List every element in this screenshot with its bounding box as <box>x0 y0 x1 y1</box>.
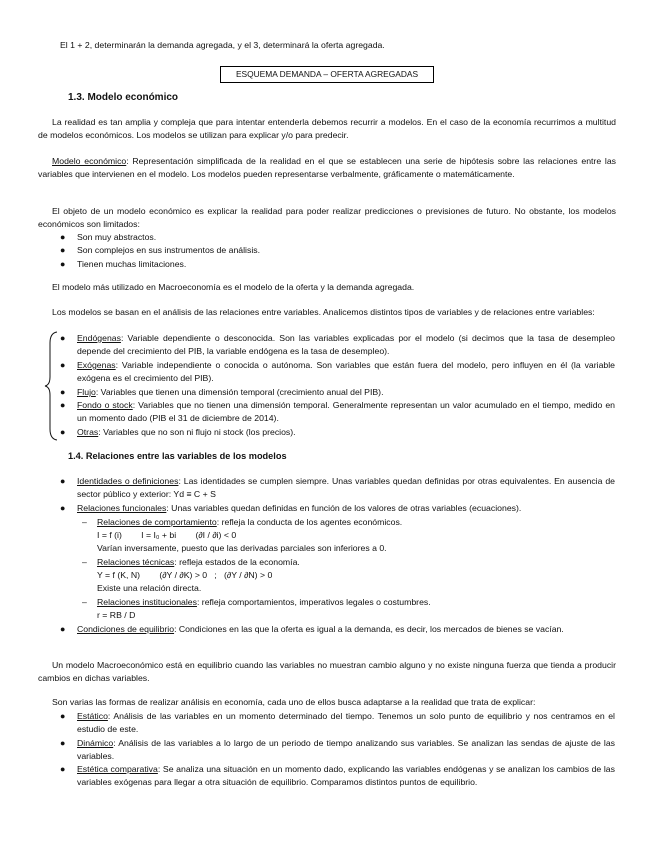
paragraph-objeto: El objeto de un modelo económico es explicar la realidad para poder realizar predicciones o previsiones de futuro. No obstante, los modelos económicos son limitados: <box>38 206 616 229</box>
term-otras: Otras <box>77 427 99 437</box>
bullet-icon: ● <box>60 711 66 721</box>
term-equilibrio: Condiciones de equilibrio <box>77 624 175 634</box>
section-heading-1-4: 1.4. Relaciones entre las variables de los modelos <box>68 451 287 461</box>
note-tecnicas: Existe una relación directa. <box>97 583 202 593</box>
bullet-icon: ● <box>60 738 66 748</box>
list-item-text: Son muy abstractos. <box>77 232 157 242</box>
box-title: ESQUEMA DEMANDA – OFERTA AGREGADAS <box>220 66 434 83</box>
modelo-economico-definition: : Representación simplificada de la realidad en el que se establecen una serie de hipótesis sobre las relaciones entre las variables que intervienen en el modelo. Los modelos pueden representarse verbalmente, gráficamente o matemáticamente. <box>38 156 617 179</box>
list-item-estetica-comparativa <box>60 763 615 788</box>
equation-comportamiento: I = f (i) I = I₀ + bi (∂I / ∂i) < 0 <box>97 530 237 540</box>
list-item-identidades <box>60 475 615 500</box>
bullet-icon: ● <box>60 503 66 513</box>
curly-brace-icon <box>44 331 60 441</box>
list-item-fondo-stock <box>60 399 615 424</box>
term-estatico: Estático <box>77 711 108 721</box>
dinamico-text: : Análisis de las variables a lo largo de un periodo de tiempo analizando sus variables. Se analizan las sendas de ajuste de las variables. <box>77 738 615 761</box>
term-exogenas: Exógenas <box>77 360 116 370</box>
list-item-text: Tienen muchas limitaciones. <box>77 259 187 269</box>
bullet-icon: ● <box>60 245 66 255</box>
term-funcionales: Relaciones funcionales <box>77 503 167 513</box>
list-item-estatico <box>60 710 615 735</box>
bullet-icon: ● <box>60 764 66 774</box>
sub-item-comportamiento <box>82 516 615 529</box>
term-tecnicas: Relaciones técnicas <box>97 557 175 567</box>
list-item-exogenas <box>60 359 615 384</box>
tecnicas-text: : refleja estados de la economía. <box>174 557 300 567</box>
paragraph-modelo-economico <box>38 155 616 180</box>
equation-tecnicas: Y = f (K, N) (∂Y / ∂K) > 0 ; (∂Y / ∂N) > 0 <box>97 570 273 580</box>
exogenas-text: : Variable independiente o conocida o autónoma. Son variables que están fuera del modelo, pero influyen en él (la variable exógena es el crecimiento del PIB). <box>77 360 615 383</box>
dash-icon: – <box>82 557 87 567</box>
note-comportamiento: Varían inversamente, puesto que las derivadas parciales son inferiores a 0. <box>97 543 387 553</box>
dash-icon: – <box>82 597 87 607</box>
institucionales-text: : refleja comportamientos, imperativos legales o costumbres. <box>196 597 431 607</box>
list-item-equilibrio <box>60 623 615 636</box>
paragraph-formas: Son varias las formas de realizar análisis en economía, cada uno de ellos busca adaptarse a la realidad que trata de explicar: <box>52 697 536 707</box>
bullet-icon: ● <box>60 427 66 437</box>
sub-item-institucionales <box>82 596 615 609</box>
bullet-icon: ● <box>60 232 66 242</box>
term-estetica-comparativa: Estética comparativa <box>77 764 158 774</box>
bullet-icon: ● <box>60 387 66 397</box>
list-item <box>60 244 261 257</box>
sub-item-tecnicas <box>82 556 615 569</box>
intro-line: El 1 + 2, determinarán la demanda agregada, y el 3, determinará la oferta agregada. <box>60 40 385 50</box>
term-identidades: Identidades o definiciones <box>77 476 179 486</box>
bullet-icon: ● <box>60 400 66 410</box>
paragraph-modelos: La realidad es tan amplia y compleja que para intentar entenderla debemos recurrir a modelos. En el caso de la economía recurrimos a multitud de modelos económicos. Los modelos se utilizan para explicar y/o para predecir. <box>38 117 616 140</box>
comportamiento-text: : refleja la conducta de los agentes económicos. <box>216 517 403 527</box>
paragraph-modelo-mas-utilizado: El modelo más utilizado en Macroeconomía es el modelo de la oferta y la demanda agregada. <box>52 282 415 292</box>
list-item-funcionales <box>60 502 615 515</box>
list-item <box>60 231 157 244</box>
equilibrio-text: : Condiciones en las que la oferta es igual a la demanda, es decir, los mercados de bienes se vacían. <box>174 624 564 634</box>
paragraph-equilibrio: Un modelo Macroeconómico está en equilibrio cuando las variables no muestran cambio alguno y no existe ninguna fuerza que tienda a producir cambios en dichas variables. <box>38 660 616 683</box>
otras-text: : Variables que no son ni flujo ni stock (los precios). <box>98 427 296 437</box>
list-item-dinamico <box>60 737 615 762</box>
endogenas-text: : Variable dependiente o desconocida. Son las variables explicadas por el modelo (si decimos que la tasa de desempleo depende del crecimiento del PIB, la variable endógena es la tasa de desempleo). <box>77 333 615 356</box>
term-institucionales: Relaciones institucionales <box>97 597 197 607</box>
fondo-stock-text: : Variables que no tienen una dimensión temporal. Generalmente representan un valor acumulado en el tiempo, medido en un momento dado (PIB el 31 de diciembre de 2014). <box>77 400 615 423</box>
paragraph-relaciones-variables: Los modelos se basan en el análisis de las relaciones entre variables. Analicemos distintos tipos de variables y de relaciones entre variables: <box>52 307 595 317</box>
equation-institucionales: r = RB / D <box>97 610 136 620</box>
identidades-text: : Las identidades se cumplen siempre. Unas variables quedan definidas por otras equivalentes. En ausencia de sector público y exterior: Yd ≡ C + S <box>77 476 615 499</box>
term-flujo: Flujo <box>77 387 96 397</box>
bullet-icon: ● <box>60 333 66 343</box>
estatico-text: : Análisis de las variables en un momento determinado del tiempo. Tenemos un solo punto de equilibrio y nos centramos en el estudio de este. <box>77 711 615 734</box>
term-modelo-economico: Modelo económico <box>52 156 127 166</box>
bullet-icon: ● <box>60 360 66 370</box>
section-heading-1-3: 1.3. Modelo económico <box>68 92 179 103</box>
bullet-icon: ● <box>60 624 66 634</box>
bullet-icon: ● <box>60 476 66 486</box>
estetica-comparativa-text: : Se analiza una situación en un momento dado, explicando las variables endógenas y se analizan los cambios de las variables exógenas para llegar a otra situación de equilibrio. Comparamos distintos puntos de equilibrio. <box>77 764 615 787</box>
dash-icon: – <box>82 517 87 527</box>
term-comportamiento: Relaciones de comportamiento <box>97 517 217 527</box>
list-item-text: Son complejos en sus instrumentos de análisis. <box>77 245 261 255</box>
list-item-flujo <box>60 386 615 399</box>
list-item-endogenas <box>60 332 615 357</box>
term-fondo-stock: Fondo o stock <box>77 400 133 410</box>
list-item-otras <box>60 426 615 439</box>
bullet-icon: ● <box>60 259 66 269</box>
funcionales-text: : Unas variables quedan definidas en función de los valores de otras variables (ecuaciones). <box>166 503 522 513</box>
flujo-text: : Variables que tienen una dimensión temporal (crecimiento anual del PIB). <box>95 387 384 397</box>
term-endogenas: Endógenas <box>77 333 121 343</box>
term-dinamico: Dinámico <box>77 738 114 748</box>
list-item <box>60 258 187 271</box>
